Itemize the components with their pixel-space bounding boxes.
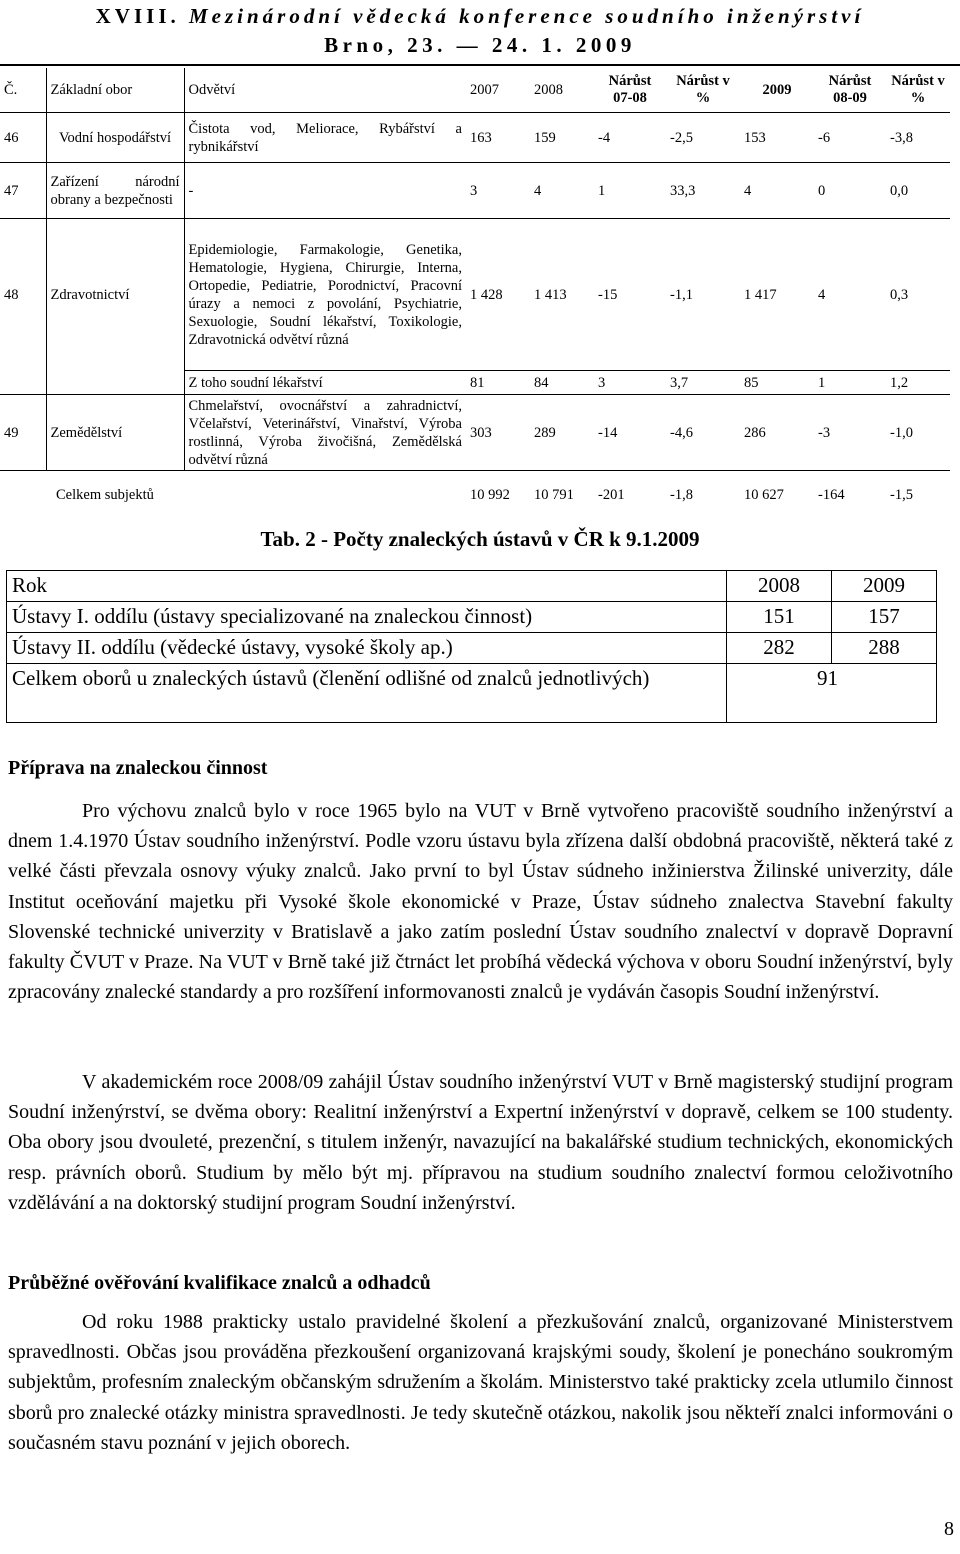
- row-2009: 4: [740, 163, 814, 219]
- row-obor: Zařízení národní obrany a bezpečnosti: [46, 163, 184, 219]
- row-2009: 1 417: [740, 219, 814, 371]
- row-2008: 289: [530, 395, 594, 471]
- row-2009: 85: [740, 371, 814, 395]
- col-header-growth-0809: Nárůst 08-09: [828, 73, 872, 106]
- row-odvetvi: -: [184, 163, 466, 219]
- col-header-growth-pct-2: Nárůst v %: [891, 73, 945, 106]
- row-odvetvi: Chmelařství, ovocnářství a zahradnictví, Včelařství, Veterinářství, Vinařství, Výroba rostlinná, Výroba živočišná, Zemědělská odvětví různá: [184, 395, 466, 471]
- section-heading-qualification: Průběžné ověřování kvalifikace znalců a odhadců: [8, 1272, 431, 1294]
- row-growth-pct-1: -1,1: [666, 219, 740, 371]
- row-odvetvi: Epidemiologie, Farmakologie, Genetika, Hematologie, Hygiena, Chirurgie, Interna, Ortopedie, Pediatrie, Porodnictví, Pracovní úrazy a nemoci z povolání, Psychiatrie, Sexuologie, Soudní lékařství, Toxikologie, Zdravotnická odvětví různá: [184, 219, 466, 371]
- row-growth-pct-2: 0,0: [886, 163, 950, 219]
- row-total-value: 91: [727, 664, 937, 723]
- row-2007: 303: [466, 395, 530, 471]
- row-growth-0809: -3: [814, 395, 886, 471]
- table-row: [0, 163, 950, 219]
- row-label: Celkem oborů u znaleckých ústavů (členění odlišné od znalců jednotlivých): [7, 664, 727, 723]
- row-growth-pct-2: -3,8: [886, 113, 950, 163]
- row-growth-pct-2: 1,2: [886, 371, 950, 395]
- row-2008: 84: [530, 371, 594, 395]
- row-2009: 286: [740, 395, 814, 471]
- row-obor: Vodní hospodářství: [46, 113, 184, 163]
- row-growth-0708: -15: [594, 219, 666, 371]
- col-header-odvetvi: Odvětví: [188, 82, 236, 98]
- row-2009: 288: [832, 633, 937, 664]
- row-growth-pct-1: 33,3: [666, 163, 740, 219]
- table-row: [7, 602, 937, 633]
- col-header-2008: 2008: [727, 571, 832, 602]
- row-growth-pct-2: 0,3: [886, 219, 950, 371]
- total-growth-pct-2: -1,5: [886, 471, 950, 519]
- header-divider: [0, 64, 960, 66]
- row-label: Ústavy II. oddílu (vědecké ústavy, vysoké školy ap.): [7, 633, 727, 664]
- col-header-no: Č.: [0, 68, 46, 113]
- row-2009: 157: [832, 602, 937, 633]
- total-2008: 10 791: [530, 471, 594, 519]
- col-header-obor: Základní obor: [46, 68, 184, 113]
- total-growth-0708: -201: [594, 471, 666, 519]
- col-header-growth-pct-1: Nárůst v %: [676, 73, 730, 106]
- col-header-2009: 2009: [762, 81, 792, 98]
- row-growth-0708: 3: [594, 371, 666, 395]
- row-growth-0809: -6: [814, 113, 886, 163]
- row-growth-0809: 1: [814, 371, 886, 395]
- total-growth-0809: -164: [814, 471, 886, 519]
- paragraph: Pro výchovu znalců bylo v roce 1965 bylo na VUT v Brně vytvořeno pracoviště soudního inženýrství a dnem 1.4.1970 Ústav soudního inženýrství. Podle vzoru ústavu byla zřízena další obdobná pracoviště, některá také z velké části převzala osnovy výuky znalců. Jako první to byl Ústav súdneho inžinierstva Žilinské univerzity, dále Institut oceňování majetku při Vysoké škole ekonomické v Praze, Ústav súdneho znalectva Stavební fakulty Slovenské technické univerzity v Bratislavě a jako zatím poslední Ústav soudního znalectví v dopravě Dopravní fakulty ČVUT v Praze. Na VUT v Brně také již čtrnáct let probíhá vědecká výchova v oboru Soudní inženýrství, byly zpracovány znalecké standardy a pro rozšíření informovanosti znalců je vydáván časopis Soudní inženýrství.: [8, 800, 953, 1004]
- row-growth-0708: -14: [594, 395, 666, 471]
- conference-date: Brno, 23. — 24. 1. 2009: [324, 33, 636, 57]
- row-2007: 163: [466, 113, 530, 163]
- conference-title: XVIII. Mezinárodní vědecká konference soudního inženýrství: [95, 4, 865, 28]
- row-growth-pct-2: -1,0: [886, 395, 950, 471]
- page-number: 8: [944, 1518, 954, 1540]
- row-obor: Zdravotnictví: [46, 219, 184, 371]
- row-odvetvi: Čistota vod, Meliorace, Rybářství a rybnikářství: [184, 113, 466, 163]
- row-no: 46: [0, 113, 46, 163]
- row-2008: 4: [530, 163, 594, 219]
- row-2007: 1 428: [466, 219, 530, 371]
- row-no: 48: [0, 219, 46, 371]
- total-2007: 10 992: [466, 471, 530, 519]
- row-obor: Zemědělství: [46, 395, 184, 471]
- col-header-2009: 2009: [832, 571, 937, 602]
- table-row: [0, 395, 950, 471]
- table-row: [0, 219, 950, 371]
- table-header-row: [0, 68, 950, 113]
- row-growth-0708: -4: [594, 113, 666, 163]
- col-header-2007: 2007: [470, 82, 499, 98]
- row-2007: 81: [466, 371, 530, 395]
- table-header-row: [7, 571, 937, 602]
- table-row: [7, 633, 937, 664]
- table-row: [7, 664, 937, 723]
- table-row: [0, 371, 950, 395]
- row-2008: 159: [530, 113, 594, 163]
- experts-by-field-table: [0, 68, 950, 519]
- total-label: Celkem subjektů: [0, 471, 466, 519]
- institutes-table: [6, 570, 937, 723]
- row-2008: 151: [727, 602, 832, 633]
- paragraph: Od roku 1988 prakticky ustalo pravidelné školení a přezkušování znalců, organizované Ministerstvem spravedlnosti. Občas jsou prováděna přezkoušení organizovaná krajskými soudy, školení je ponecháno soukromým subjektům, profesním znaleckým občanským sdružením a školám. Ministerstvo také prakticky zcela utlumilo činnost sborů pro znalecké otázky ministra spravedlnosti. Je tedy skutečně otázkou, nakolik jsou někteří znalci informováni o současném stavu poznání v jejich oborech.: [8, 1311, 953, 1454]
- section-heading-preparation: Příprava na znaleckou činnost: [8, 757, 268, 779]
- row-odvetvi: Z toho soudní lékařství: [184, 371, 466, 395]
- row-growth-pct-1: -2,5: [666, 113, 740, 163]
- table-total-row: [0, 471, 950, 519]
- row-no: 47: [0, 163, 46, 219]
- table-caption: Tab. 2 - Počty znaleckých ústavů v ČR k 9.1.2009: [260, 527, 700, 551]
- total-2009: 10 627: [740, 471, 814, 519]
- row-no: 49: [0, 395, 46, 471]
- paragraph: V akademickém roce 2008/09 zahájil Ústav soudního inženýrství VUT v Brně magisterský studijní program Soudní inženýrství, se dvěma obory: Realitní inženýrství a Expertní inženýrství v dopravě, celkem se 100 studenty. Oba obory jsou dvouleté, prezenční, s titulem inženýr, navazující na bakalářské studium technických, ekonomických resp. právních oborů. Studium by mělo být mj. přípravou na studium soudního znalectví formou celoživotního vzdělávání a na doktorský studijní program Soudní inženýrství.: [8, 1071, 953, 1214]
- row-obor: [46, 371, 184, 395]
- table-row: [0, 113, 950, 163]
- row-growth-0809: 0: [814, 163, 886, 219]
- col-header-rok: Rok: [7, 571, 727, 602]
- row-2008: 1 413: [530, 219, 594, 371]
- row-growth-0708: 1: [594, 163, 666, 219]
- row-growth-pct-1: -4,6: [666, 395, 740, 471]
- row-no: [0, 371, 46, 395]
- row-growth-pct-1: 3,7: [666, 371, 740, 395]
- row-label: Ústavy I. oddílu (ústavy specializované na znaleckou činnost): [7, 602, 727, 633]
- col-header-2008: 2008: [534, 82, 563, 98]
- row-2009: 153: [740, 113, 814, 163]
- row-2008: 282: [727, 633, 832, 664]
- row-2007: 3: [466, 163, 530, 219]
- total-growth-pct-1: -1,8: [666, 471, 740, 519]
- col-header-growth-0708: Nárůst 07-08: [608, 73, 652, 106]
- row-growth-0809: 4: [814, 219, 886, 371]
